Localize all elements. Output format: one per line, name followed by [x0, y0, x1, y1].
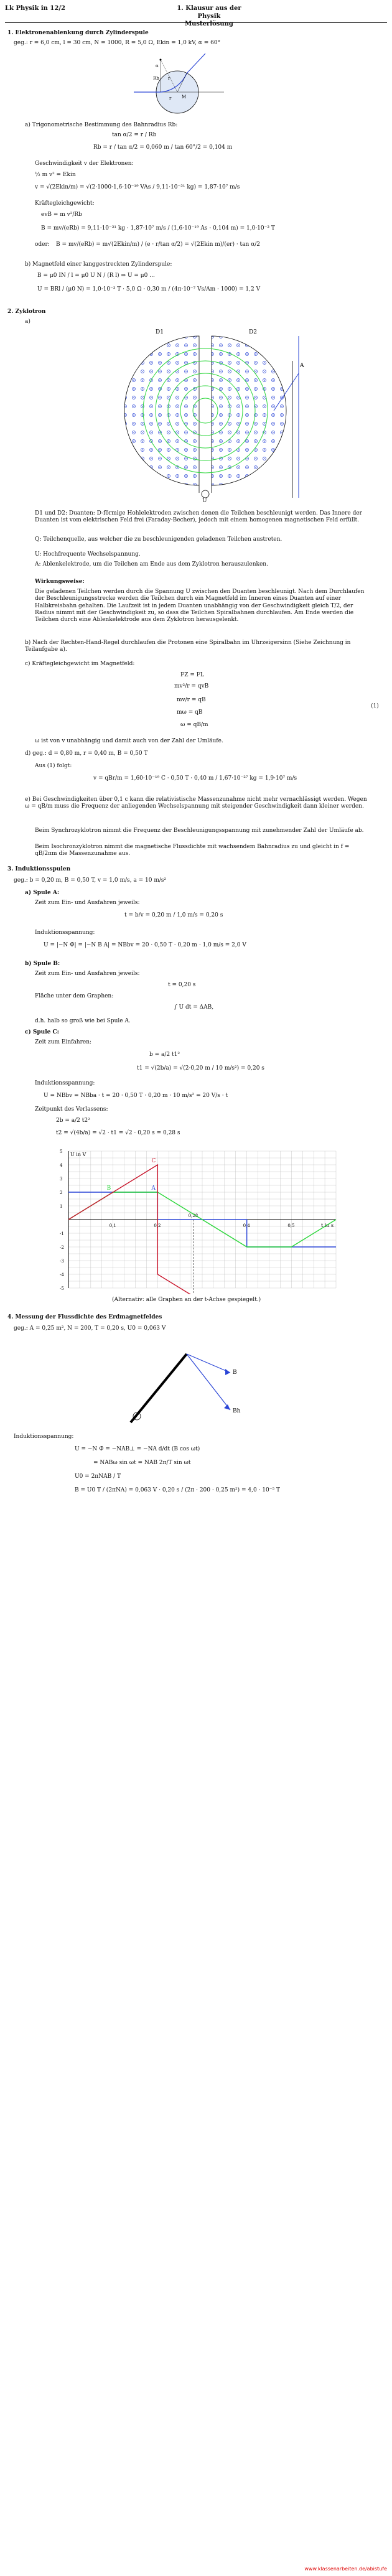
- y-tick-label: 5: [60, 1149, 63, 1154]
- s3-caption: (Alternativ: alle Graphen an der t-Achse gespiegelt.): [112, 1297, 261, 1303]
- s2-e-2: Beim Synchrozyklotron nimmt die Frequenz der Beschleunigungsspannung mit zunehmender Zahl der Umläufe ab.: [35, 828, 364, 834]
- s2-c-f4: mω = qB: [177, 709, 203, 716]
- s1-a-formula-3: ½ m v² = Ekin: [35, 172, 76, 178]
- s2-b: b) Nach der Rechten-Hand-Regel durchlaufen die Protonen eine Spiralbahn im Uhrzeigersinn (Siehe Zeichnung in Teilaufgabe a).: [25, 640, 351, 653]
- x-tick-label: 0,4: [243, 1223, 250, 1228]
- s3-a-f2: U = |−N Φ̇| = |−N B A| = NBbv = 20 · 0,50 T · 0,20 m · 1,0 m/s = 2,0 V: [44, 942, 246, 948]
- s1-a-speed: Geschwindigkeit v der Elektronen:: [35, 161, 134, 167]
- s3-c-t: Zeit zum Einfahren:: [35, 1039, 92, 1045]
- exam-title: 1. Klausur aus der Physik: [177, 5, 241, 20]
- cyclotron-label-A: A: [300, 363, 304, 369]
- s1-a-formula-6: B = mv/(eRb) = 9,11·10⁻³¹ kg · 1,87·10⁷ m/s / (1,6·10⁻¹⁹ As · 0,104 m) = 1,0·10⁻³ T: [41, 225, 275, 231]
- x-axis-label: t in s: [321, 1223, 334, 1228]
- s1-b-formula-1: B = μ0 IN / l = μ0 U N / (R l) ⇒ U = μ0 ...: [37, 273, 155, 279]
- y-tick-label: 4: [60, 1163, 63, 1168]
- s2-c-f1: FZ = FL: [180, 672, 204, 678]
- series-label-C: C: [151, 1158, 156, 1164]
- s2-desc-3: U: Hochfrequente Wechselspannung.: [35, 551, 141, 558]
- exam-title-block: [172, 5, 246, 29]
- s2-how-title: Wirkungsweise:: [35, 579, 85, 585]
- s2-c-f5: ω = qB/m: [180, 722, 208, 728]
- source-footer-link[interactable]: www.klassenarbeiten.de/abistufe: [304, 2566, 387, 2572]
- s1-a-formula-5: evB = m v²/Rb: [41, 212, 82, 218]
- s4-ind: Induktionsspannung:: [14, 1434, 74, 1440]
- s2-c-note: ω ist von v unabhängig und damit auch von der Zahl der Umläufe.: [35, 738, 223, 744]
- fig1-label-Rb: Rb: [153, 76, 159, 81]
- fig1-label-r: r: [168, 76, 170, 81]
- s3-a-ind: Induktionsspannung:: [35, 930, 95, 936]
- s3-b-area: Fläche unter dem Graphen:: [35, 993, 114, 999]
- cyclotron-figure: [112, 324, 311, 498]
- course-label: Lk Physik in 12/2: [5, 5, 65, 12]
- s2-d-from: Aus (1) folgt:: [35, 763, 72, 769]
- section-3-title: 3. Induktionsspulen: [7, 866, 71, 872]
- s1-a-oder: oder:: [35, 241, 50, 248]
- induction-voltage-chart: [44, 1145, 355, 1294]
- s2-e-3: Beim Isochronzyklotron nimmt die magnetische Flussdichte mit wachsendem Bahnradius zu und gleicht in f = qB/2πm die Massenzunahme aus.: [35, 844, 350, 857]
- y-tick-label: 3: [60, 1177, 63, 1182]
- x-tick-label: 0,1: [109, 1223, 116, 1228]
- s1-a-formula-7: B = mv/(eRb) = m√(2Ekin/m) / (e · r/tan α/2) = √(2Ekin m)/(er) · tan α/2: [56, 241, 261, 248]
- header-rule: [5, 22, 387, 23]
- fig1-label-M: M: [182, 95, 187, 100]
- s3-a-t: Zeit zum Ein- und Ausfahren jeweils:: [35, 900, 140, 906]
- s2-d-given: d) geg.: d = 0,80 m, r = 0,40 m, B = 0,50 T: [25, 750, 148, 757]
- s1-a-formula-4: v = √(2Ekin/m) = √(2·1000·1,6·10⁻¹⁹ VAs / 9,11·10⁻³¹ kg) = 1,87·10⁷ m/s: [35, 184, 240, 190]
- s4-f3: U0 = 2πNAB / T: [75, 1473, 121, 1480]
- fig1-label-alpha: α: [156, 63, 159, 68]
- s1-a-formula-1: tan α/2 = r / Rb: [112, 132, 157, 138]
- section-1-given: geg.: r = 6,0 cm, l = 30 cm, N = 1000, R = 5,0 Ω, Ekin = 1,0 kV, α = 60°: [14, 40, 221, 46]
- s2-desc-4: A: Ablenkelektrode, um die Teilchen am Ende aus dem Zyklotron herauszulenken.: [35, 561, 268, 567]
- s2-c-f3: mv/r = qB: [177, 697, 206, 703]
- s3-b-t: Zeit zum Ein- und Ausfahren jeweils:: [35, 971, 140, 977]
- fig1-label-r2: r: [169, 96, 172, 101]
- s4-f1: U = −N Φ̇ = −NAB⊥ = −NA d/dt (B cos ωt): [75, 1446, 200, 1452]
- s2-c-intro: c) Kräftegleichgewicht im Magnetfeld:: [25, 661, 135, 667]
- section-1-title: 1. Elektronenablenkung durch Zylinderspule: [7, 30, 149, 36]
- exam-subtitle: Musterlösung: [185, 21, 233, 27]
- s3-c-f2: t1 = √(2b/a) = √(2·0,20 m / 10 m/s²) = 0,20 s: [137, 1065, 264, 1071]
- x-tick-label: 0,5: [287, 1223, 295, 1228]
- s3-a-f1: t = b/v = 0,20 m / 1,0 m/s = 0,20 s: [124, 912, 223, 918]
- s3-c-exit: Zeitpunkt des Verlassens:: [35, 1106, 108, 1113]
- cyclotron-label-D1: D1: [156, 329, 164, 335]
- s1-a-intro: a) Trigonometrische Bestimmung des Bahnradius Rb:: [25, 122, 178, 128]
- fig4-label-B: B: [233, 1370, 237, 1376]
- fig4-label-Bh: Bh: [233, 1408, 241, 1414]
- s4-f4: B = U0 T / (2πNA) = 0,063 V · 0,20 s / (2π · 200 · 0,25 m²) = 4,0 · 10⁻⁵ T: [75, 1487, 280, 1493]
- y-tick-label: 2: [60, 1190, 63, 1195]
- s4-f2: = NABω sin ωt = NAB 2π/T sin ωt: [93, 1460, 191, 1466]
- y-tick-label: -4: [60, 1272, 64, 1277]
- electron-deflection-figure: [131, 49, 224, 117]
- s2-d-formula: v = qBr/m = 1,60·10⁻¹⁹ C · 0,50 T · 0,40 m / 1,67·10⁻²⁷ kg = 1,9·10⁷ m/s: [93, 775, 297, 782]
- s1-a-force: Kräftegleichgewicht:: [35, 200, 95, 207]
- s3-c-title: c) Spule C:: [25, 1029, 59, 1035]
- y-axis-label: U in V: [70, 1152, 86, 1157]
- s3-b-note: d.h. halb so groß wie bei Spule A.: [35, 1018, 131, 1024]
- section-2-title: 2. Zyklotron: [7, 309, 46, 315]
- s2-e-1: e) Bei Geschwindigkeiten über 0,1 c kann die relativistische Massenzunahme nicht mehr vernachlässigt werden. Wegen ω = qB/m muss die Frequenz der anliegenden Wechselspannung mit steigender Geschwindigkeit dann kleiner werden.: [25, 796, 367, 810]
- cyclotron-label-U: U: [202, 498, 207, 504]
- s1-a-formula-2: Rb = r / tan α/2 = 0,060 m / tan 60°/2 = 0,104 m: [93, 144, 233, 151]
- s3-c-f3: U = NBbv = NBba · t = 20 · 0,50 T · 0,20 m · 10 m/s² = 20 V/s · t: [44, 1093, 228, 1099]
- s2-desc-2: Q: Teilchenquelle, aus welcher die zu beschleunigenden geladenen Teilchen austreten.: [35, 536, 282, 543]
- y-tick-label: -5: [60, 1286, 64, 1291]
- s2-desc-1: D1 und D2: Duanten: D-förmige Hohlelektroden zwischen denen die Teilchen beschleunigt werden. Das Innere der Duanten ist vom elektrischen Feld frei (Faraday-Becher), jedoch mit einem homogenen magnetischen Feld erfüllt.: [35, 510, 362, 524]
- s2-a-label: a): [25, 319, 30, 325]
- s1-b-intro: b) Magnetfeld einer langgestreckten Zylinderspule:: [25, 261, 172, 268]
- series-label-A: A: [151, 1185, 156, 1192]
- s4-given: geg.: A = 0,25 m², N = 200, T = 0,20 s, U0 = 0,063 V: [14, 1325, 166, 1332]
- s2-how-body: Die geladenen Teilchen werden durch die Spannung U zwischen den Duanten beschleunigt. Nach dem Durchlaufen der Beschleunigungsstrecke werden die Teilchen durch ein Magnetfeld im Inneren eines Duanten auf einer Halbkreisbahn gehalten. Die Laufzeit ist in jedem Duanten unabhängig von der Geschwindigkeit gleich T/2, der Radius nimmt mit der Geschwindigkeit zu, so dass die Teilchen Spiralbahnen durchlaufen. Am Ende werden die Teilchen durch eine Ablenkelektrode aus dem Zyklotron herausgelenkt.: [35, 589, 365, 623]
- annotation-label: 0,28: [188, 1213, 198, 1218]
- y-tick-label: -1: [60, 1231, 64, 1236]
- s3-c-f1: b = a/2 t1²: [149, 1052, 180, 1058]
- s3-given: geg.: b = 0,20 m, B = 0,50 T, v = 1,0 m/s, a = 10 m/s²: [14, 877, 167, 884]
- series-line-C: [68, 1165, 194, 1294]
- y-tick-label: -2: [60, 1245, 64, 1250]
- cyclotron-label-D2: D2: [249, 329, 257, 335]
- s2-c-eq-number: (1): [371, 703, 379, 709]
- s3-b-f2: ∫ U dt = ΔAB,: [174, 1004, 214, 1010]
- s3-c-ind: Induktionsspannung:: [35, 1080, 95, 1086]
- y-tick-label: 1: [60, 1204, 63, 1209]
- y-tick-label: -3: [60, 1259, 64, 1264]
- s3-b-f1: t = 0,20 s: [168, 982, 196, 988]
- s1-b-formula-2: U = BRl / (μ0 N) = 1,0·10⁻³ T · 5,0 Ω · 0,30 m / (4π·10⁻⁷ Vs/Am · 1000) = 1,2 V: [37, 286, 261, 292]
- x-tick-label: 0,2: [154, 1223, 161, 1228]
- s3-b-title: b) Spule B:: [25, 961, 60, 967]
- s2-c-f2: mv²/r = qvB: [174, 683, 209, 689]
- s3-a-title: a) Spule A:: [25, 890, 60, 896]
- s3-c-f4: 2b = a/2 t2²: [56, 1118, 90, 1124]
- series-label-B: B: [106, 1185, 111, 1192]
- section-4-title: 4. Messung der Flussdichte des Erdmagnetfeldes: [7, 1314, 162, 1320]
- s3-c-f5: t2 = √(4b/a) = √2 · t1 = √2 · 0,20 s = 0,28 s: [56, 1130, 180, 1136]
- earth-field-coil-figure: [118, 1335, 261, 1429]
